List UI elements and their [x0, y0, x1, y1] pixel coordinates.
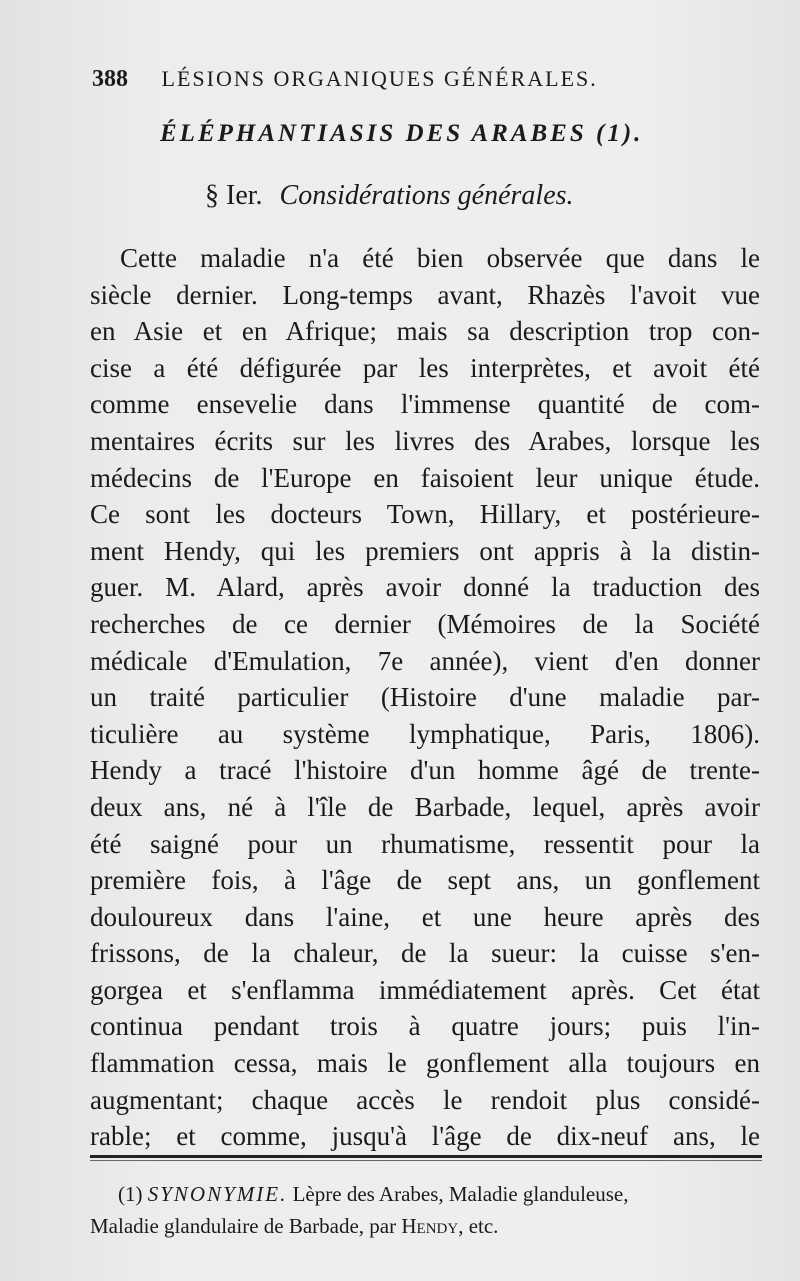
text-line: cise a été défigurée par les interprètes, et avoit été	[90, 352, 760, 383]
text-line: rable; et comme, jusqu'à l'âge de dix-neuf ans, le	[90, 1121, 760, 1152]
page-number: 388	[92, 66, 128, 92]
text-line: Ce sont les docteurs Town, Hillary, et postérieure-	[90, 499, 760, 530]
text-line: augmentant; chaque accès le rendoit plus considé-	[90, 1084, 760, 1115]
text-line: siècle dernier. Long-temps avant, Rhazès l'avoit vue	[90, 279, 760, 310]
text-line: flammation cessa, mais le gonflement alla toujours en	[90, 1048, 760, 1079]
text-line: continua pendant trois à quatre jours; puis l'in-	[90, 1011, 760, 1042]
text-line: première fois, à l'âge de sept ans, un gonflement	[90, 865, 760, 896]
text-line: mentaires écrits sur les livres des Arabes, lorsque les	[90, 425, 760, 456]
section-name: Considérations générales.	[279, 180, 574, 211]
text-line: ment Hendy, qui les premiers ont appris à la distin-	[90, 535, 760, 566]
text-line: douloureux dans l'aine, et une heure après des	[90, 901, 760, 932]
chapter-title: ÉLÉPHANTIASIS DES ARABES (1).	[160, 120, 644, 147]
text-line: ticulière au système lymphatique, Paris, 1806).	[90, 718, 760, 749]
body-text	[90, 240, 760, 1155]
text-line: un traité particulier (Histoire d'une maladie par-	[90, 682, 760, 713]
text-line: été saigné pour un rhumatisme, ressentit pour la	[90, 828, 760, 859]
footnote-line-1	[90, 1178, 762, 1210]
footnote-text: Lèpre des Arabes, Maladie glanduleuse,	[292, 1182, 629, 1206]
text-line: recherches de ce dernier (Mémoires de la Société	[90, 608, 760, 639]
text-line: médecins de l'Europe en faisoient leur unique étude.	[90, 462, 760, 493]
footnote-rule	[90, 1155, 762, 1158]
footnote-label: SYNONYMIE.	[147, 1182, 288, 1206]
footnote	[90, 1178, 762, 1242]
running-head-title: LÉSIONS ORGANIQUES GÉNÉRALES.	[161, 66, 598, 91]
text-line: Cette maladie n'a été bien observée que dans le	[120, 243, 760, 273]
text-line: guer. M. Alard, après avoir donné la traduction des	[90, 572, 760, 603]
running-head	[92, 66, 682, 93]
footnote-text: Maladie glandulaire de Barbade, par	[90, 1214, 397, 1238]
footnote-text-end: , etc.	[458, 1214, 499, 1238]
text-line: Hendy a tracé l'histoire d'un homme âgé de trente-	[90, 755, 760, 786]
text-line: frissons, de la chaleur, de la sueur: la cuisse s'en-	[90, 938, 760, 969]
section-number: § Ier.	[205, 180, 263, 211]
footnote-author: Hendy	[401, 1214, 459, 1238]
text-line: médicale d'Emulation, 7e année), vient d'en donner	[90, 645, 760, 676]
footnote-line-2	[90, 1210, 762, 1242]
footnote-rule-thin	[90, 1160, 762, 1161]
text-line: deux ans, né à l'île de Barbade, lequel, après avoir	[90, 791, 760, 822]
text-line: comme ensevelie dans l'immense quantité de com-	[90, 389, 760, 420]
section-heading	[205, 180, 725, 212]
text-line: en Asie et en Afrique; mais sa description trop con-	[90, 316, 760, 347]
footnote-marker: (1)	[118, 1182, 143, 1206]
text-line: gorgea et s'enflamma immédiatement après. Cet état	[90, 974, 760, 1005]
